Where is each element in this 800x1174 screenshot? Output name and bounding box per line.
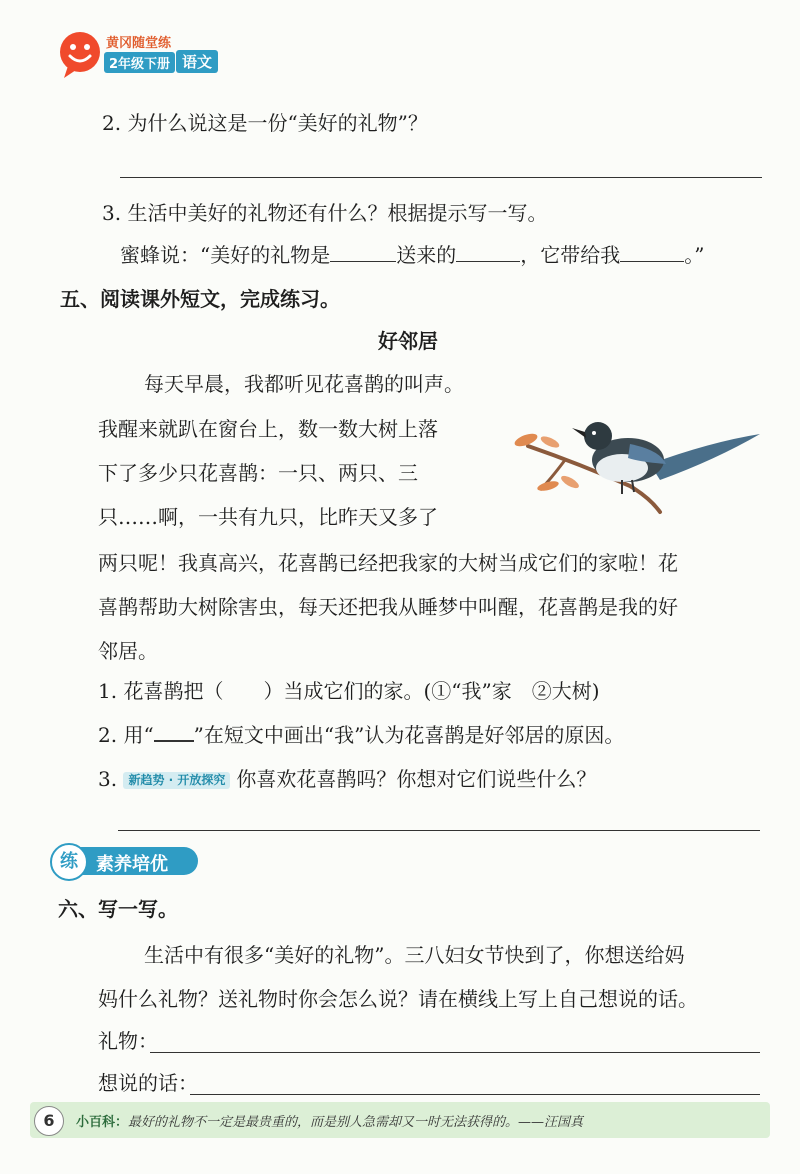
exercise-2	[98, 722, 624, 748]
story-line-6: 喜鹊帮助大树除害虫，每天还把我从睡梦中叫醒，花喜鹊是我的好	[98, 595, 678, 619]
gift-answer-line[interactable]	[150, 1052, 760, 1053]
answer-line-ex3	[118, 830, 760, 831]
magpie-illustration	[510, 402, 765, 520]
trend-tag: 新趋势 · 开放探究	[123, 772, 230, 790]
exercise-2-end: ”在短文中画出“我”认为花喜鹊是好邻居的原因。	[193, 723, 625, 747]
bee-prompt-end: 。”	[684, 243, 705, 267]
footer-bar	[30, 1102, 770, 1138]
bee-prompt-start: 蜜蜂说：“美好的礼物是	[120, 243, 331, 267]
practice-icon: 练	[50, 843, 88, 881]
story-line-5: 两只呢！我真高兴，花喜鹊已经把我家的大树当成它们的家啦！花	[98, 551, 678, 575]
story-line-3: 下了多少只花喜鹊：一只、两只、三	[98, 461, 418, 485]
blank-sender[interactable]	[456, 261, 520, 262]
gift-label: 礼物：	[98, 1029, 158, 1053]
smiley-logo-icon	[58, 30, 104, 80]
story-line-4: 只……啊，一共有九只，比昨天又多了	[98, 505, 438, 529]
exercise-3	[98, 766, 596, 792]
section-6-heading: 六、写一写。	[58, 897, 178, 921]
bee-prompt-mid2: ，它带给我	[520, 243, 621, 267]
section-6-line-1: 生活中有很多“美好的礼物”。三八妇女节快到了，你想送给妈	[144, 943, 685, 967]
practice-label: 素养培优	[96, 854, 168, 875]
story-title: 好邻居	[378, 329, 438, 353]
words-label: 想说的话：	[98, 1071, 198, 1095]
practice-banner	[50, 843, 200, 879]
blank-benefit[interactable]	[620, 261, 684, 262]
exercise-3-text: 你喜欢花喜鹊吗？你想对它们说些什么？	[236, 767, 597, 791]
underline-sample	[154, 740, 194, 742]
bee-prompt-mid1: 送来的	[396, 243, 457, 267]
exercise-3-number: 3.	[98, 767, 118, 791]
section-5-heading: 五、阅读课外短文，完成练习。	[60, 287, 340, 311]
header-series: 黄冈随堂练	[106, 36, 172, 51]
bee-prompt	[120, 242, 704, 268]
header	[58, 30, 258, 85]
words-answer-line[interactable]	[190, 1094, 760, 1095]
question-3: 3. 生活中美好的礼物还有什么？根据提示写一写。	[102, 201, 548, 225]
story-paragraph-1: 每天早晨，我都听见花喜鹊的叫声。	[144, 372, 464, 396]
header-grade: 2年级下册	[104, 52, 175, 73]
tip-label: 小百科：	[76, 1115, 129, 1130]
exercise-1: 1. 花喜鹊把（ ）当成它们的家。(①“我”家 ②大树)	[98, 679, 600, 703]
story-line-2: 我醒来就趴在窗台上，数一数大树上落	[98, 417, 438, 441]
question-2: 2. 为什么说这是一份“美好的礼物”？	[102, 111, 428, 135]
story-line-7: 邻居。	[98, 639, 158, 663]
blank-gift[interactable]	[330, 261, 396, 262]
page-number: 6	[34, 1106, 64, 1136]
header-subject: 语文	[176, 50, 218, 73]
section-6-line-2: 妈什么礼物？送礼物时你会怎么说？请在横线上写上自己想说的话。	[98, 987, 698, 1011]
answer-line-q2	[120, 177, 762, 178]
exercise-2-start: 2. 用“	[98, 723, 154, 747]
tip-text: 最好的礼物不一定是最贵重的，而是别人急需却又一时无法获得的。——汪国真	[128, 1115, 584, 1130]
